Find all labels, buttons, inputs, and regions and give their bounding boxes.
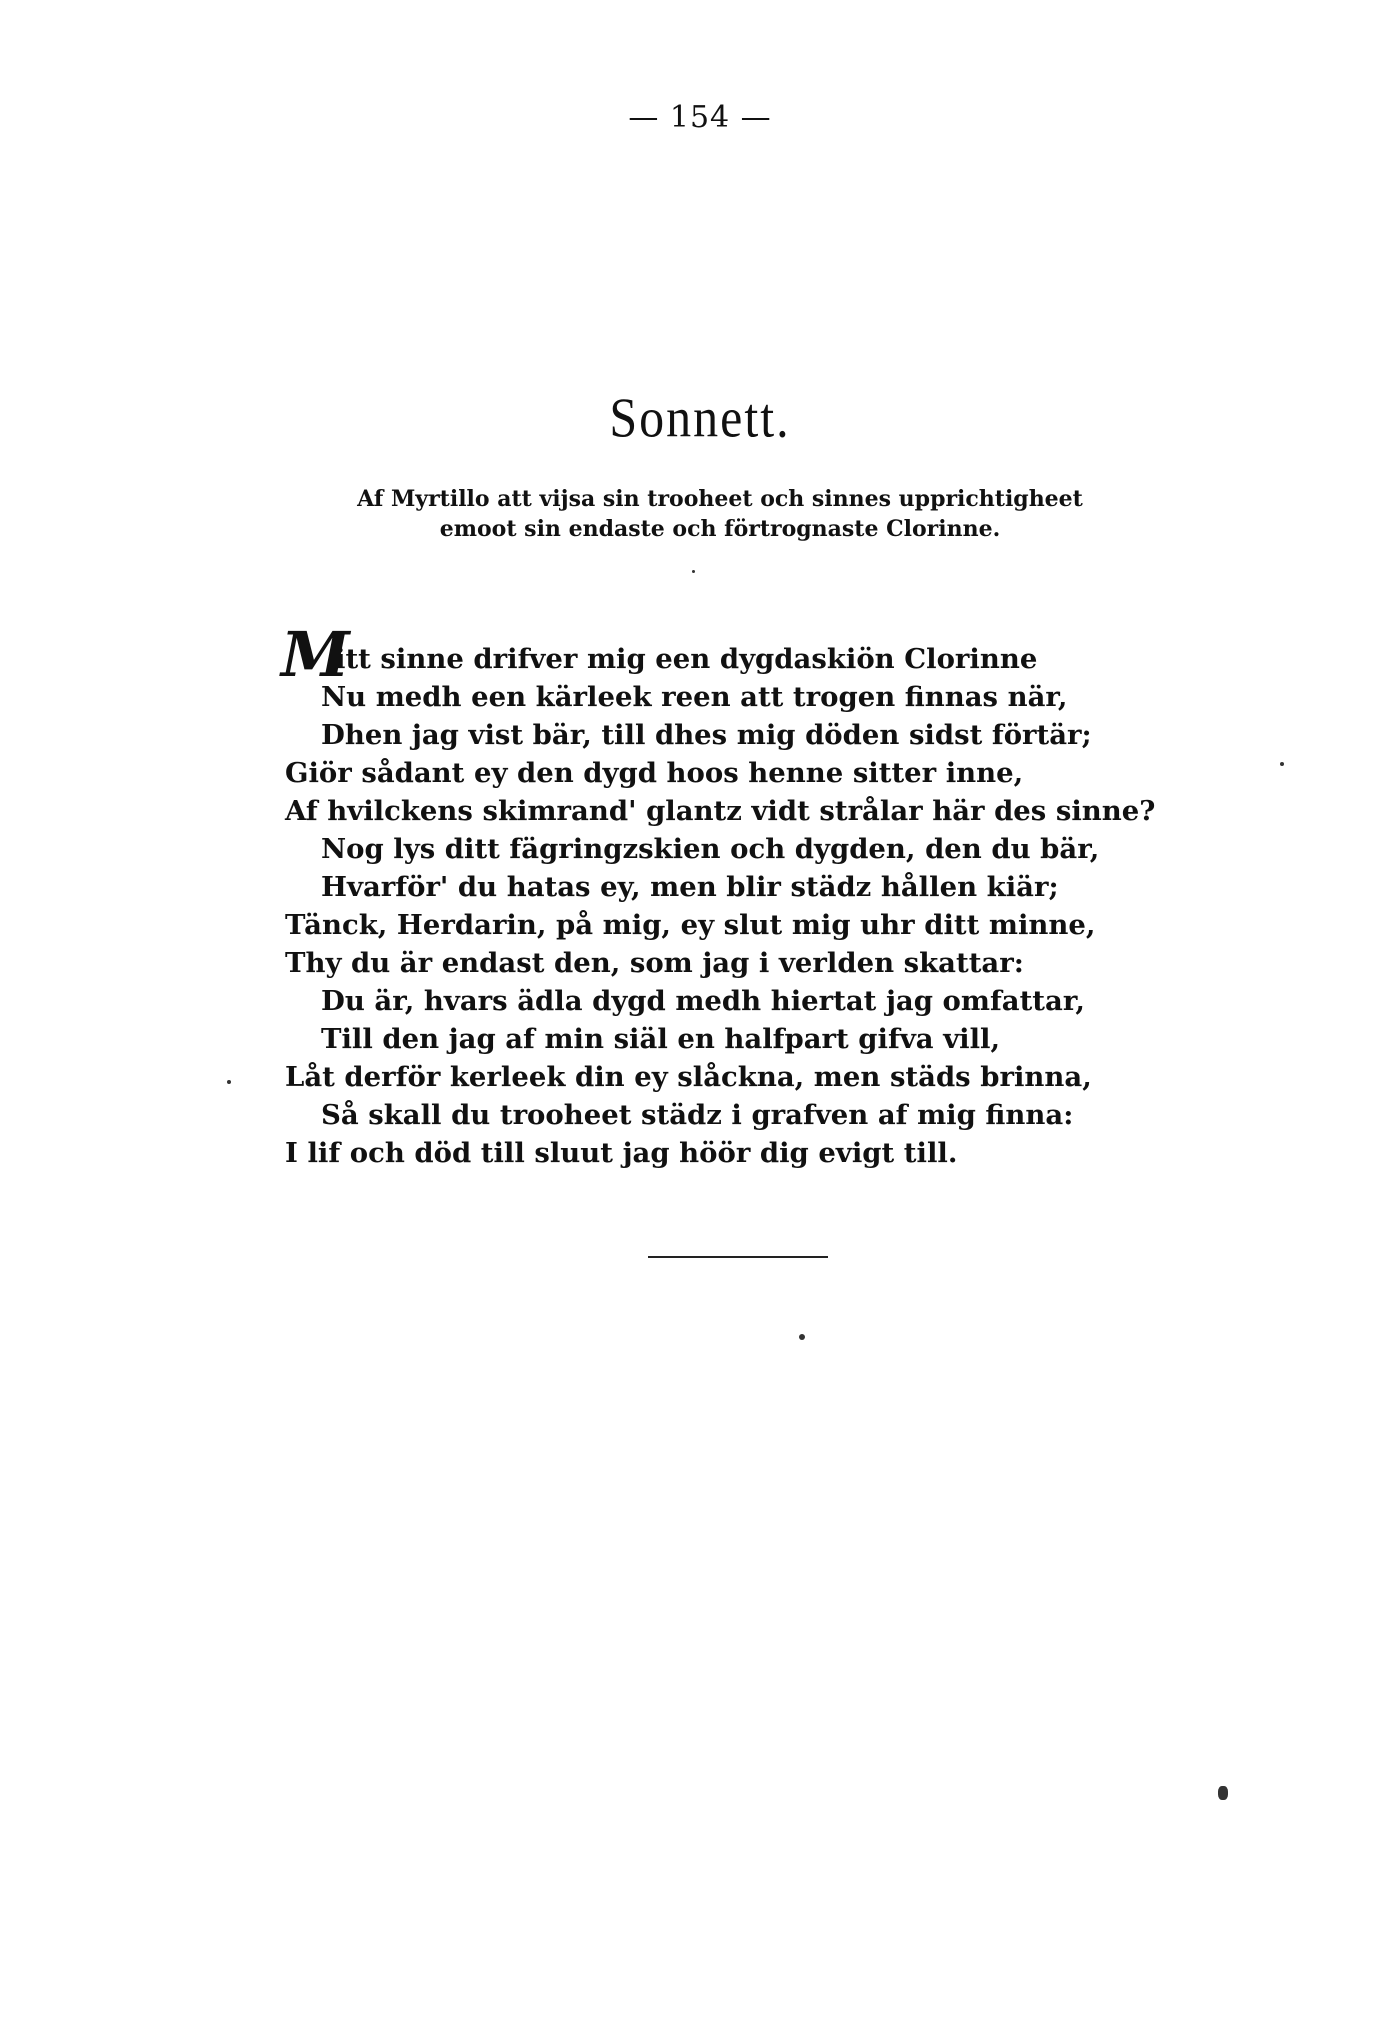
ink-speck [1280,762,1284,766]
ink-speck [692,570,695,573]
poem-line-7: Hvarför' du hatas ey, men blir städz hållen kiär; [321,871,1059,903]
poem-line-14: I lif och död till sluut jag höör dig evigt till. [285,1137,958,1169]
poem-line-6: Nog lys ditt fägringzskien och dygden, den du bär, [321,833,1100,865]
poem-title: Sonnett. [609,386,791,449]
ink-speck [1218,1786,1228,1800]
poem-subtitle [290,484,1150,544]
poem-line-12: Låt derför kerleek din ey slåckna, men städs brinna, [285,1061,1092,1093]
poem-line-3: Dhen jag vist bär, till dhes mig döden sidst förtär; [321,719,1092,751]
page-number: — 154 — [628,100,772,135]
poem-line-8: Tänck, Herdarin, på mig, ey slut mig uhr ditt minne, [285,909,1096,941]
subtitle-line-2: emoot sin endaste och förtrognaste Clorinne. [439,516,1001,542]
subtitle-line-1: Af Myrtillo att vijsa sin trooheet och sinnes upprichtigheet [357,486,1083,512]
section-divider [648,1256,828,1258]
poem-line-11: Till den jag af min siäl en halfpart gifva vill, [321,1023,1001,1055]
poem-line-1 [281,618,1205,691]
ink-speck [799,1334,805,1340]
poem-line-13: Så skall du trooheet städz i grafven af mig finna: [321,1099,1074,1131]
poem-line-2: Nu medh een kärleek reen att trogen finnas när, [321,681,1068,713]
poem-line-4: Giör sådant ey den dygd hoos henne sitter inne, [285,757,1024,789]
poem-body [281,618,1205,1172]
poem-line-1-text: itt sinne drifver mig een dygdaskiön Clorinne [335,643,1038,675]
ink-speck [227,1080,231,1084]
poem-line-5: Af hvilckens skimrand' glantz vidt strålar här des sinne? [285,795,1156,827]
poem-line-10: Du är, hvars ädla dygd medh hiertat jag omfattar, [321,985,1085,1017]
decorated-initial: M [281,618,350,691]
poem-line-9: Thy du är endast den, som jag i verlden skattar: [285,947,1024,979]
